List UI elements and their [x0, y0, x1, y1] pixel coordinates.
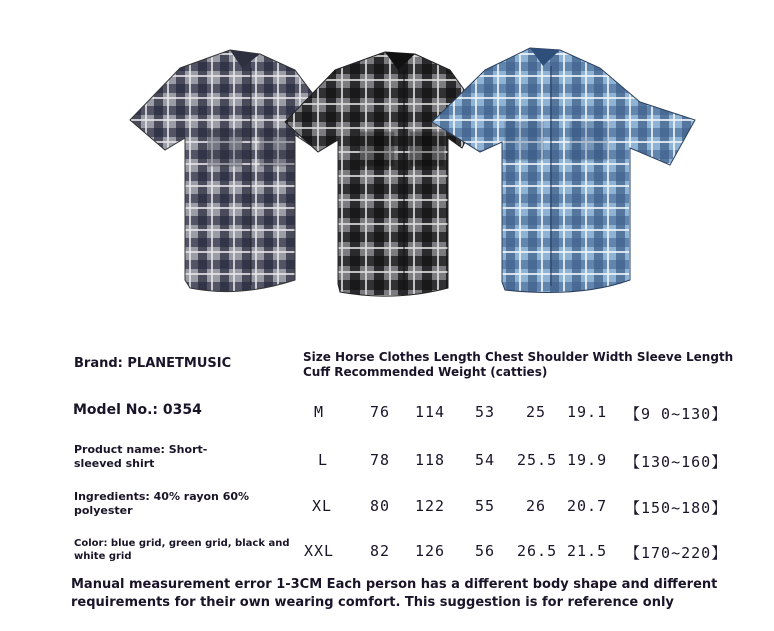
chest-cell: 122 — [415, 497, 446, 515]
length-cell: 76 — [370, 403, 391, 421]
shirt-blue-plaid — [432, 48, 695, 292]
sleeve-cell: 26 — [526, 497, 547, 515]
cuff-cell: 19.1 — [567, 403, 608, 421]
shoulder-cell: 53 — [475, 403, 496, 421]
cuff-cell: 21.5 — [567, 542, 608, 560]
shirt-black-plaid — [285, 52, 480, 296]
brand-label: Brand: PLANETMUSIC — [74, 356, 232, 371]
product-photo — [110, 40, 700, 310]
cuff-cell: 20.7 — [567, 497, 608, 515]
shoulder-cell: 56 — [475, 542, 496, 560]
model-number: Model No.: 0354 — [73, 402, 202, 418]
size-cell: XL — [312, 497, 333, 515]
ingredients: Ingredients: 40% rayon 60% polyester — [74, 490, 250, 517]
weight-cell: 【130~160】 — [625, 453, 728, 471]
size-cell: L — [318, 451, 329, 469]
shoulder-cell: 55 — [475, 497, 496, 515]
weight-cell: 【170~220】 — [625, 544, 728, 562]
weight-cell: 【9 0~130】 — [625, 405, 728, 423]
size-table-header: Size Horse Clothes Length Chest Shoulder Width Sleeve Length Cuff Recommended Weight (catties) — [303, 350, 734, 379]
length-cell: 80 — [370, 497, 391, 515]
chest-cell: 118 — [415, 451, 446, 469]
product-name: Product name: Short-sleeved shirt — [74, 443, 208, 470]
sleeve-cell: 25.5 — [517, 451, 558, 469]
shirt-grey-plaid — [130, 50, 325, 292]
shoulder-cell: 54 — [475, 451, 496, 469]
length-cell: 82 — [370, 542, 391, 560]
size-cell: M — [314, 403, 325, 421]
size-cell: XXL — [304, 542, 335, 560]
cuff-cell: 19.9 — [567, 451, 608, 469]
length-cell: 78 — [370, 451, 391, 469]
sleeve-cell: 25 — [526, 403, 547, 421]
chest-cell: 126 — [415, 542, 446, 560]
color-options: Color: blue grid, green grid, black and white grid — [74, 538, 290, 562]
chest-cell: 114 — [415, 403, 446, 421]
measurement-note: Manual measurement error 1-3CM Each person has a different body shape and different requirements for their own wearing comfort. This suggestion is for reference only — [71, 577, 718, 610]
sleeve-cell: 26.5 — [517, 542, 558, 560]
weight-cell: 【150~180】 — [625, 499, 728, 517]
